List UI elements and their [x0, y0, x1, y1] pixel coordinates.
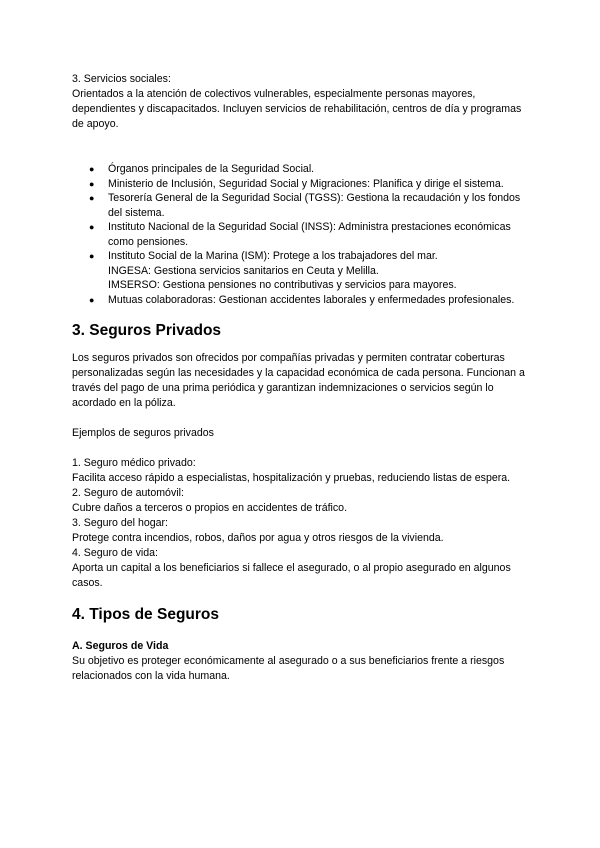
list-item-sub: INGESA: Gestiona servicios sanitarios en Ceuta y Melilla. — [108, 264, 379, 277]
bullet-icon: ● — [89, 294, 95, 305]
bullet-icon: ● — [89, 178, 95, 189]
life-insurance-title: A. Seguros de Vida — [72, 640, 169, 652]
bullet-icon: ● — [89, 251, 95, 261]
list-item: ● Instituto Nacional de la Seguridad Social (INSS): Administra prestaciones económicas como pensiones. — [89, 221, 511, 248]
example-desc: Aporta un capital a los beneficiarios si fallece el asegurado, o al propio asegurado en algunos casos. — [72, 562, 511, 589]
example-desc: Facilita acceso rápido a especialistas, hospitalización y pruebas, reduciendo listas de espera. — [72, 472, 511, 484]
example-desc: Protege contra incendios, robos, daños por agua y otros riesgos de la vivienda. — [72, 532, 444, 544]
example-title: 3. Seguro del hogar: — [72, 517, 169, 529]
private-insurance-title: 3. Seguros Privados — [72, 322, 222, 339]
bullet-icon: ● — [89, 222, 95, 232]
organs-list — [72, 162, 528, 307]
list-item-sub: IMSERSO: Gestiona pensiones no contributivas y servicios para mayores. — [108, 279, 457, 291]
insurance-types-title: 4. Tipos de Seguros — [72, 606, 220, 623]
examples-list — [72, 456, 528, 591]
document-page — [72, 72, 528, 684]
social-services-heading: 3. Servicios sociales: — [72, 73, 171, 85]
bullet-icon: ● — [89, 193, 95, 203]
example-title: 1. Seguro médico privado: — [72, 457, 196, 469]
list-item: ● Ministerio de Inclusión, Seguridad Social y Migraciones: Planifica y dirige el sistema. — [89, 177, 504, 190]
list-item: ● Mutuas colaboradoras: Gestionan accidentes laborales y enfermedades profesionales. — [89, 293, 515, 306]
examples-label: Ejemplos de seguros privados — [72, 427, 214, 439]
example-title: 2. Seguro de automóvil: — [72, 487, 184, 499]
social-services-text: Orientados a la atención de colectivos vulnerables, especialmente personas mayores, dependientes y discapacitados. Incluyen servicios de rehabilitación, centros de día y programas de apoyo. — [72, 88, 522, 130]
bullet-icon: ● — [89, 164, 95, 174]
private-insurance-intro: Los seguros privados son ofrecidos por compañías privadas y permiten contratar coberturas personalizadas según las necesidades y la capacidad económica de cada persona. Funcionan a través del pago de una prima periódica y garantizan indemnizaciones o servicios según lo acordado en la póliza. — [72, 352, 525, 409]
list-item: ● Órganos principales de la Seguridad Social. — [89, 163, 315, 175]
list-item: ● Instituto Social de la Marina (ISM): Protege a los trabajadores del mar. INGESA: Gestiona servicios sanitarios en Ceuta y Melilla. IMSERSO: Gestiona pensiones no contributivas y servicios para mayores. — [72, 249, 528, 293]
example-title: 4. Seguro de vida: — [72, 547, 158, 559]
list-item: ● Tesorería General de la Seguridad Social (TGSS): Gestiona la recaudación y los fondos del sistema. — [89, 192, 521, 219]
example-desc: Cubre daños a terceros o propios en accidentes de tráfico. — [72, 502, 348, 514]
life-insurance-text: Su objetivo es proteger económicamente al asegurado o a sus beneficiarios frente a riesgos relacionados con la vida humana. — [72, 655, 505, 682]
